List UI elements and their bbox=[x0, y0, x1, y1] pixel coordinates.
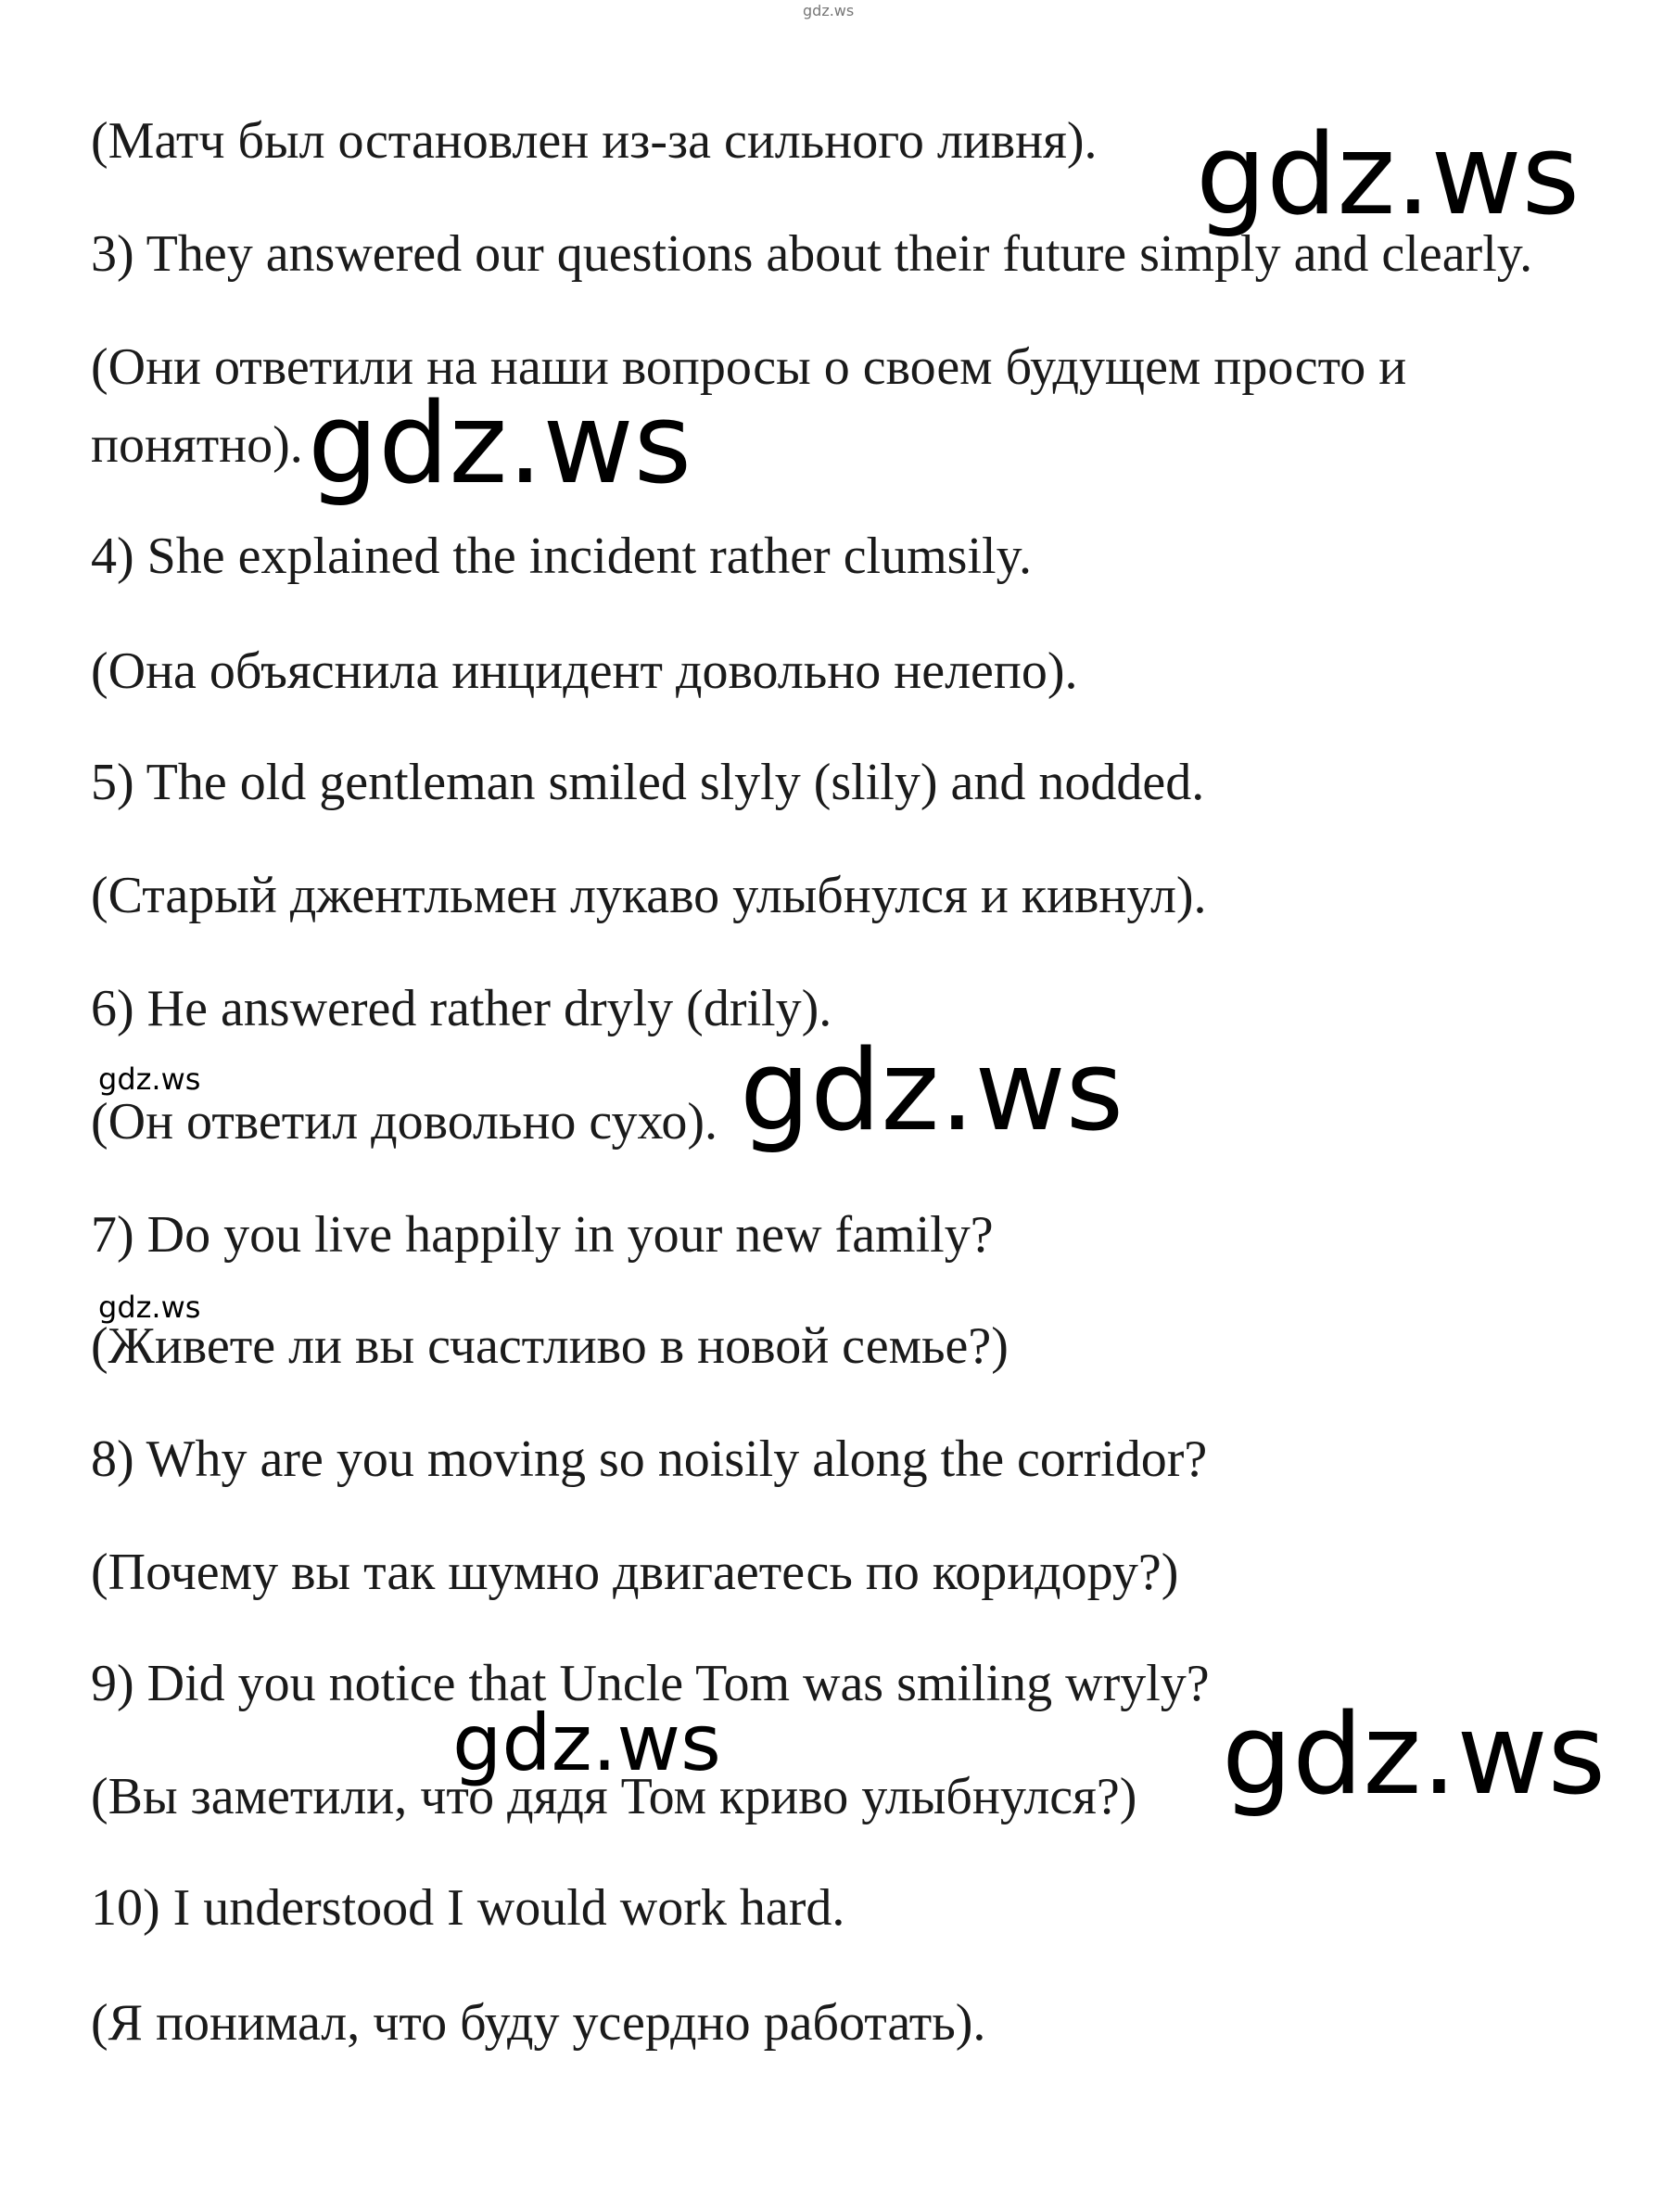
watermark-top: gdz.ws bbox=[803, 2, 855, 19]
text-line: понятно). bbox=[91, 416, 303, 474]
text-line: 4) She explained the incident rather clumsily. bbox=[91, 528, 1032, 585]
watermark-small: gdz.ws bbox=[98, 1062, 201, 1097]
watermark: gdz.ws bbox=[1196, 111, 1581, 240]
text-line: (Он ответил довольно сухо). bbox=[91, 1093, 718, 1150]
text-line: 3) They answered our questions about their future simply and clearly. bbox=[91, 225, 1533, 283]
text-line: (Почему вы так шумно двигаетесь по коридору?) bbox=[91, 1544, 1179, 1601]
text-line: 9) Did you notice that Uncle Tom was smiling wryly? bbox=[91, 1655, 1210, 1712]
text-line: (Старый джентльмен лукаво улыбнулся и кивнул). bbox=[91, 867, 1207, 924]
text-line: 8) Why are you moving so noisily along the corridor? bbox=[91, 1430, 1208, 1488]
watermark: gdz.ws bbox=[1222, 1691, 1606, 1820]
text-line: 7) Do you live happily in your new family? bbox=[91, 1206, 994, 1264]
text-line: (Я понимал, что буду усердно работать). bbox=[91, 1994, 986, 2052]
watermark: gdz.ws bbox=[308, 380, 692, 509]
text-line: (Она объяснила инцидент довольно нелепо). bbox=[91, 642, 1078, 700]
watermark-small: gdz.ws bbox=[98, 1290, 201, 1325]
text-line: (Вы заметили, что дядя Том криво улыбнулся?) bbox=[91, 1768, 1137, 1825]
text-line: 6) He answered rather dryly (drily). bbox=[91, 980, 832, 1037]
text-line: 10) I understood I would work hard. bbox=[91, 1879, 845, 1937]
text-line: (Они ответили на наши вопросы о своем будущем просто и bbox=[91, 338, 1407, 396]
watermark: gdz.ws bbox=[452, 1697, 721, 1788]
watermark: gdz.ws bbox=[740, 1027, 1124, 1156]
text-line: (Матч был остановлен из-за сильного ливня). bbox=[91, 112, 1098, 170]
text-line: (Живете ли вы счастливо в новой семье?) bbox=[91, 1317, 1009, 1375]
text-line: 5) The old gentleman smiled slyly (slily) and nodded. bbox=[91, 754, 1205, 811]
